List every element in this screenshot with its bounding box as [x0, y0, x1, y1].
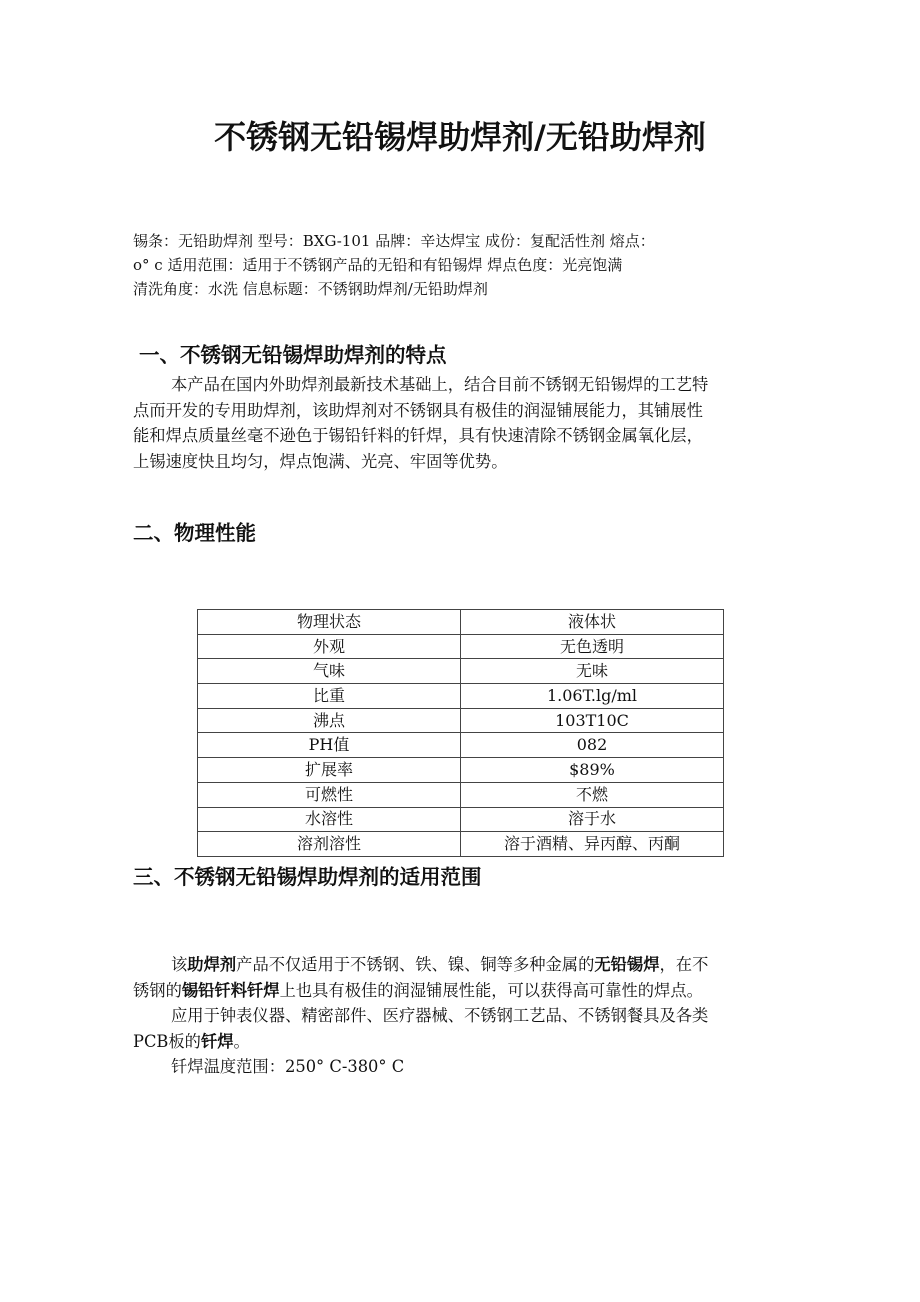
property-name: 物理状态 — [198, 610, 461, 635]
table-row — [198, 684, 724, 709]
paragraph-line — [133, 1029, 793, 1055]
property-value: 不燃 — [461, 782, 724, 807]
text-run: 钎焊温度范围： — [171, 1057, 285, 1076]
meta-line: 锡条：无铅助焊剂 型号：BXG-101 品牌：辛达焊宝 成份：复配活性剂 熔点： — [133, 232, 655, 250]
property-value: 溶于酒精、异丙醇、丙酮 — [461, 832, 724, 857]
table-row — [198, 782, 724, 807]
paragraph-line: 应用于钟表仪器、精密部件、医疗器械、不锈钢工艺品、不锈钢餐具及各类 — [171, 1006, 709, 1025]
paragraph-line — [133, 952, 793, 978]
section2-heading: 二、物理性能 — [133, 521, 256, 545]
bold-term: 助焊剂 — [187, 955, 237, 974]
page-title: 不锈钢无铅锡焊助焊剂/无铅助焊剂 — [214, 118, 706, 156]
section3-paragraph — [133, 952, 793, 1080]
property-name: 可燃性 — [198, 782, 461, 807]
table-row — [198, 807, 724, 832]
section1-heading: 一、不锈钢无铅锡焊助焊剂的特点 — [139, 343, 447, 367]
table-row — [198, 708, 724, 733]
property-value: 1.06T.lg/ml — [461, 684, 724, 709]
table-row — [198, 758, 724, 783]
paragraph-line: 上锡速度快且均匀，焊点饱满、光亮、牢固等优势。 — [133, 451, 508, 471]
property-name: PH值 — [198, 733, 461, 758]
property-name: 水溶性 — [198, 807, 461, 832]
property-value: 103T10C — [461, 708, 724, 733]
text-run: 上也具有极佳的润湿铺展性能，可以获得高可靠性的焊点。 — [279, 980, 703, 1000]
table-row — [198, 733, 724, 758]
property-value: 无色透明 — [461, 634, 724, 659]
property-name: 沸点 — [198, 708, 461, 733]
property-value: 082 — [461, 733, 724, 758]
bold-term: 锡铅钎料钎焊 — [181, 980, 280, 1000]
meta-line: 清洗角度：水洗 信息标题：不锈钢助焊剂/无铅助焊剂 — [133, 280, 488, 298]
meta-line: o° c 适用范围：适用于不锈钢产品的无铅和有铅锡焊 焊点色度：光亮饱满 — [133, 256, 623, 274]
text-run: 该 — [171, 955, 188, 974]
property-value: 溶于水 — [461, 807, 724, 832]
paragraph-line: 能和焊点质量丝毫不逊色于锡铅钎料的钎焊，具有快速清除不锈钢金属氧化层， — [133, 426, 703, 445]
text-run: 锈钢的 — [133, 980, 182, 1000]
text-run: PCB板的 — [133, 1031, 201, 1051]
property-value: 液体状 — [461, 610, 724, 635]
product-meta — [133, 229, 793, 301]
text-run: 产品不仅适用于不锈钢、铁、镍、铜等多种金属的 — [236, 955, 595, 974]
property-name: 比重 — [198, 684, 461, 709]
table-row — [198, 634, 724, 659]
property-name: 外观 — [198, 634, 461, 659]
text-run: ，在不 — [659, 955, 709, 974]
temperature-range: 250° C-380° C — [284, 1057, 405, 1076]
property-name: 气味 — [198, 659, 461, 684]
section1-paragraph — [133, 372, 793, 474]
paragraph-line: 本产品在国内外助焊剂最新技术基础上，结合目前不锈钢无铅锡焊的工艺特 — [171, 375, 709, 394]
text-run: 。 — [233, 1031, 250, 1051]
physical-properties-table — [197, 609, 724, 857]
table-row — [198, 610, 724, 635]
bold-term: 无铅锡焊 — [594, 955, 660, 974]
paragraph-line — [133, 978, 793, 1004]
paragraph-line — [133, 1054, 793, 1080]
paragraph-line: 点而开发的专用助焊剂，该助焊剂对不锈钢具有极佳的润湿铺展能力，其铺展性 — [133, 400, 703, 420]
property-value: $89% — [461, 758, 724, 783]
bold-term: 钎焊 — [200, 1031, 234, 1051]
section3-heading: 三、不锈钢无铅锡焊助焊剂的适用范围 — [133, 865, 482, 889]
table-row — [198, 832, 724, 857]
property-value: 无味 — [461, 659, 724, 684]
property-name: 扩展率 — [198, 758, 461, 783]
table-row — [198, 659, 724, 684]
property-name: 溶剂溶性 — [198, 832, 461, 857]
